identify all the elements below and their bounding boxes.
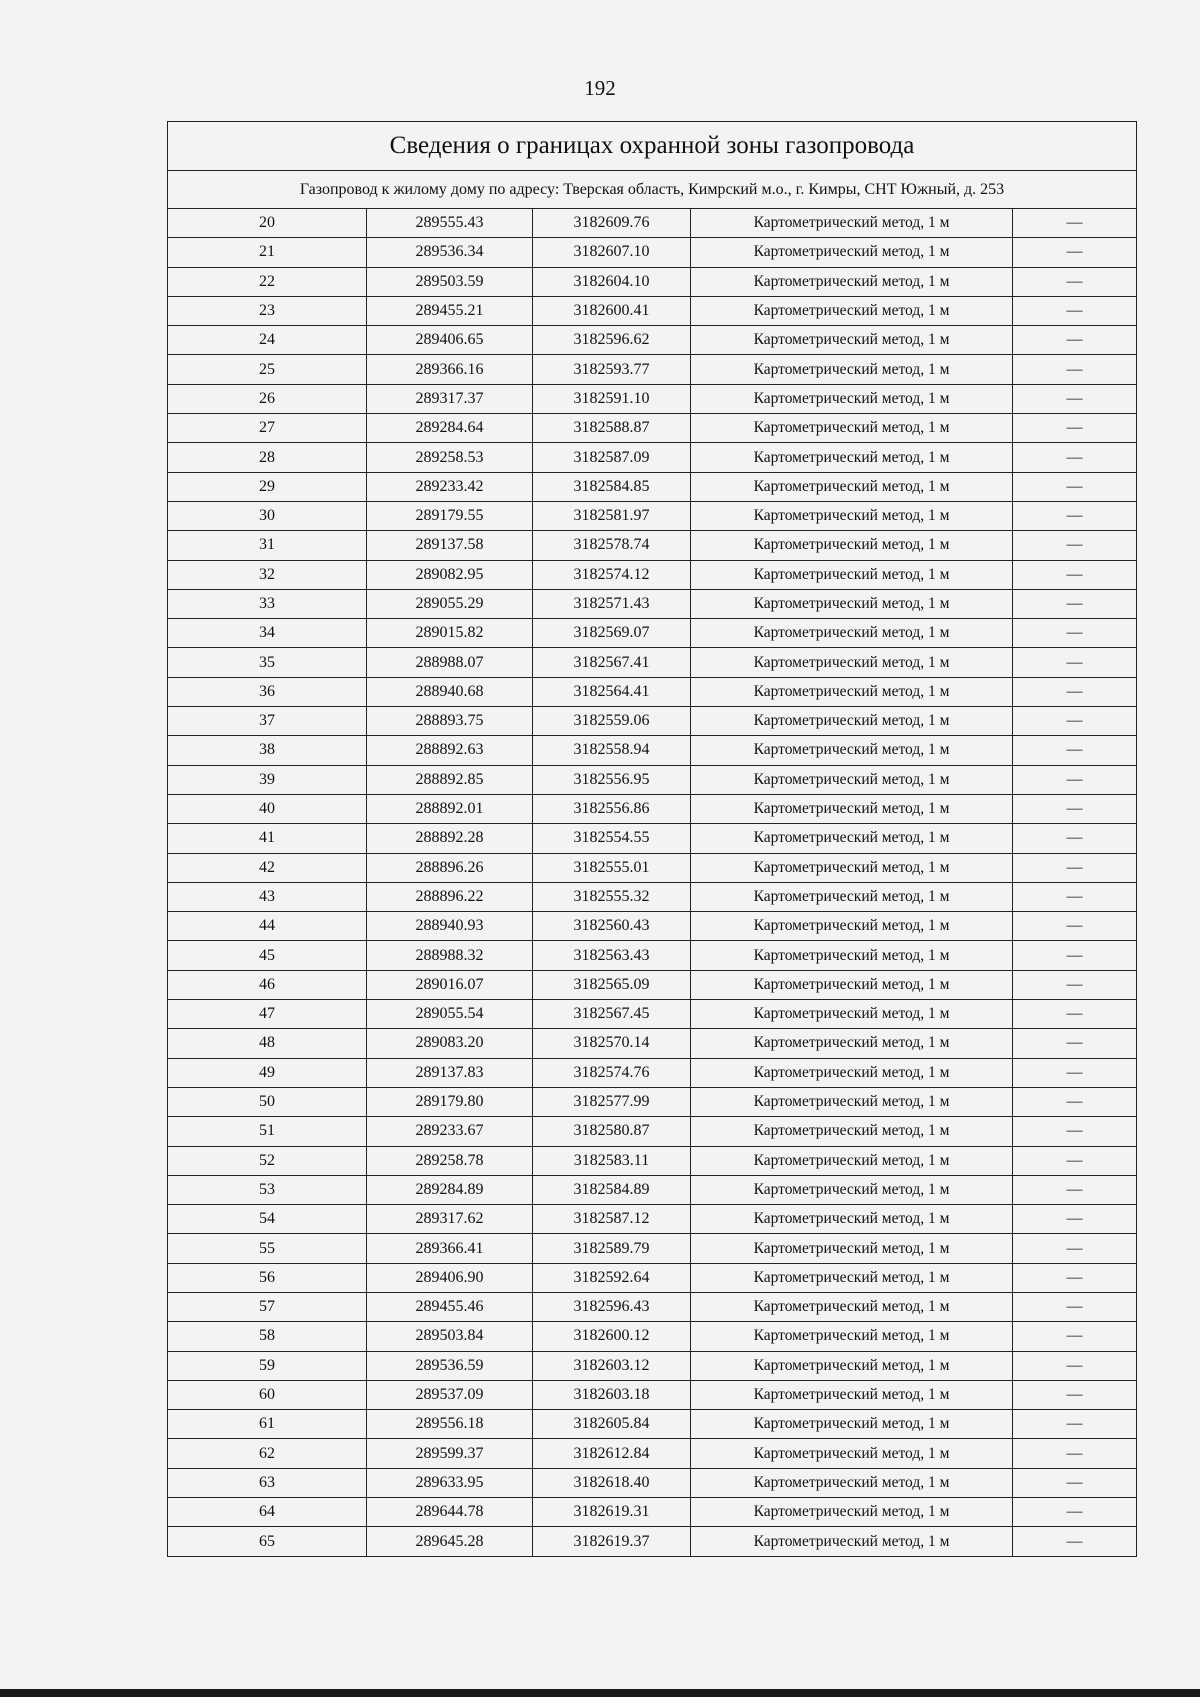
method-cell: Картометрический метод, 1 м — [691, 1439, 1013, 1468]
table-row — [168, 209, 1137, 238]
table-row — [168, 794, 1137, 823]
method-cell: Картометрический метод, 1 м — [691, 1234, 1013, 1263]
coord-y-cell: 3182584.85 — [533, 472, 691, 501]
method-cell: Картометрический метод, 1 м — [691, 1263, 1013, 1292]
point-number-cell: 48 — [168, 1029, 367, 1058]
table-row — [168, 1029, 1137, 1058]
table-row — [168, 1527, 1137, 1556]
coord-y-cell: 3182556.86 — [533, 794, 691, 823]
table-title: Сведения о границах охранной зоны газопровода — [168, 122, 1137, 171]
table-row — [168, 1117, 1137, 1146]
note-cell: — — [1013, 267, 1137, 296]
note-cell: — — [1013, 1058, 1137, 1087]
point-number-cell: 38 — [168, 736, 367, 765]
point-number-cell: 41 — [168, 824, 367, 853]
coord-x-cell: 289179.80 — [367, 1087, 533, 1116]
coord-x-cell: 289645.28 — [367, 1527, 533, 1556]
note-cell: — — [1013, 414, 1137, 443]
note-cell: — — [1013, 648, 1137, 677]
table-row — [168, 238, 1137, 267]
note-cell: — — [1013, 1380, 1137, 1409]
boundary-table — [167, 121, 1137, 1557]
coord-x-cell: 288940.93 — [367, 912, 533, 941]
note-cell: — — [1013, 1351, 1137, 1380]
point-number-cell: 63 — [168, 1468, 367, 1497]
coord-y-cell: 3182577.99 — [533, 1087, 691, 1116]
coord-x-cell: 289317.62 — [367, 1205, 533, 1234]
table-row — [168, 560, 1137, 589]
table-row — [168, 472, 1137, 501]
point-number-cell: 56 — [168, 1263, 367, 1292]
coord-y-cell: 3182581.97 — [533, 501, 691, 530]
method-cell: Картометрический метод, 1 м — [691, 970, 1013, 999]
coord-x-cell: 288892.85 — [367, 765, 533, 794]
table-row — [168, 1322, 1137, 1351]
table-row — [168, 501, 1137, 530]
point-number-cell: 32 — [168, 560, 367, 589]
coord-y-cell: 3182570.14 — [533, 1029, 691, 1058]
coord-y-cell: 3182558.94 — [533, 736, 691, 765]
note-cell: — — [1013, 736, 1137, 765]
method-cell: Картометрический метод, 1 м — [691, 501, 1013, 530]
coord-x-cell: 288896.22 — [367, 882, 533, 911]
note-cell: — — [1013, 1439, 1137, 1468]
coord-y-cell: 3182619.37 — [533, 1527, 691, 1556]
table-row — [168, 531, 1137, 560]
coord-x-cell: 289082.95 — [367, 560, 533, 589]
method-cell: Картометрический метод, 1 м — [691, 1087, 1013, 1116]
coord-y-cell: 3182603.12 — [533, 1351, 691, 1380]
method-cell: Картометрический метод, 1 м — [691, 736, 1013, 765]
point-number-cell: 65 — [168, 1527, 367, 1556]
point-number-cell: 31 — [168, 531, 367, 560]
coord-y-cell: 3182600.12 — [533, 1322, 691, 1351]
note-cell: — — [1013, 1292, 1137, 1321]
point-number-cell: 58 — [168, 1322, 367, 1351]
method-cell: Картометрический метод, 1 м — [691, 589, 1013, 618]
point-number-cell: 28 — [168, 443, 367, 472]
table-row — [168, 1234, 1137, 1263]
coord-y-cell: 3182555.32 — [533, 882, 691, 911]
coord-y-cell: 3182619.31 — [533, 1498, 691, 1527]
coord-x-cell: 289284.64 — [367, 414, 533, 443]
coord-y-cell: 3182560.43 — [533, 912, 691, 941]
note-cell: — — [1013, 824, 1137, 853]
point-number-cell: 64 — [168, 1498, 367, 1527]
coord-y-cell: 3182600.41 — [533, 296, 691, 325]
table-row — [168, 296, 1137, 325]
point-number-cell: 57 — [168, 1292, 367, 1321]
point-number-cell: 44 — [168, 912, 367, 941]
coord-x-cell: 289406.90 — [367, 1263, 533, 1292]
note-cell: — — [1013, 296, 1137, 325]
table-row — [168, 648, 1137, 677]
table-row — [168, 1263, 1137, 1292]
coord-y-cell: 3182612.84 — [533, 1439, 691, 1468]
table-row — [168, 443, 1137, 472]
note-cell: — — [1013, 560, 1137, 589]
note-cell: — — [1013, 1322, 1137, 1351]
note-cell: — — [1013, 326, 1137, 355]
coord-x-cell: 288940.68 — [367, 677, 533, 706]
coord-y-cell: 3182563.43 — [533, 941, 691, 970]
point-number-cell: 52 — [168, 1146, 367, 1175]
table-row — [168, 1468, 1137, 1497]
coord-y-cell: 3182580.87 — [533, 1117, 691, 1146]
coord-x-cell: 289016.07 — [367, 970, 533, 999]
coord-x-cell: 289317.37 — [367, 384, 533, 413]
method-cell: Картометрический метод, 1 м — [691, 1175, 1013, 1204]
method-cell: Картометрический метод, 1 м — [691, 707, 1013, 736]
method-cell: Картометрический метод, 1 м — [691, 1468, 1013, 1497]
coord-x-cell: 288892.63 — [367, 736, 533, 765]
coord-x-cell: 288893.75 — [367, 707, 533, 736]
note-cell: — — [1013, 531, 1137, 560]
table-row — [168, 1380, 1137, 1409]
coord-x-cell: 289284.89 — [367, 1175, 533, 1204]
point-number-cell: 26 — [168, 384, 367, 413]
coord-y-cell: 3182587.09 — [533, 443, 691, 472]
coord-y-cell: 3182556.95 — [533, 765, 691, 794]
note-cell: — — [1013, 1205, 1137, 1234]
method-cell: Картометрический метод, 1 м — [691, 414, 1013, 443]
coord-x-cell: 289455.21 — [367, 296, 533, 325]
page-number: 192 — [584, 76, 616, 100]
coord-x-cell: 289599.37 — [367, 1439, 533, 1468]
coord-y-cell: 3182578.74 — [533, 531, 691, 560]
note-cell: — — [1013, 384, 1137, 413]
method-cell: Картометрический метод, 1 м — [691, 209, 1013, 238]
coord-y-cell: 3182584.89 — [533, 1175, 691, 1204]
point-number-cell: 21 — [168, 238, 367, 267]
coord-x-cell: 289258.53 — [367, 443, 533, 472]
coord-x-cell: 288988.32 — [367, 941, 533, 970]
coord-x-cell: 289233.67 — [367, 1117, 533, 1146]
table-row — [168, 1087, 1137, 1116]
coord-x-cell: 289503.84 — [367, 1322, 533, 1351]
point-number-cell: 23 — [168, 296, 367, 325]
method-cell: Картометрический метод, 1 м — [691, 824, 1013, 853]
coord-y-cell: 3182609.76 — [533, 209, 691, 238]
coord-y-cell: 3182589.79 — [533, 1234, 691, 1263]
table-row — [168, 736, 1137, 765]
subtitle-row — [168, 171, 1137, 209]
method-cell: Картометрический метод, 1 м — [691, 1292, 1013, 1321]
note-cell: — — [1013, 941, 1137, 970]
note-cell: — — [1013, 677, 1137, 706]
coord-x-cell: 289633.95 — [367, 1468, 533, 1497]
coord-y-cell: 3182569.07 — [533, 619, 691, 648]
table-row — [168, 677, 1137, 706]
note-cell: — — [1013, 1117, 1137, 1146]
note-cell: — — [1013, 794, 1137, 823]
coord-x-cell: 289137.58 — [367, 531, 533, 560]
method-cell: Картометрический метод, 1 м — [691, 238, 1013, 267]
method-cell: Картометрический метод, 1 м — [691, 531, 1013, 560]
coord-y-cell: 3182596.62 — [533, 326, 691, 355]
table-row — [168, 1498, 1137, 1527]
coord-y-cell: 3182554.55 — [533, 824, 691, 853]
table-row — [168, 589, 1137, 618]
note-cell: — — [1013, 1263, 1137, 1292]
note-cell: — — [1013, 912, 1137, 941]
point-number-cell: 22 — [168, 267, 367, 296]
note-cell: — — [1013, 853, 1137, 882]
coord-y-cell: 3182588.87 — [533, 414, 691, 443]
note-cell: — — [1013, 1468, 1137, 1497]
method-cell: Картометрический метод, 1 м — [691, 1498, 1013, 1527]
coord-x-cell: 289406.65 — [367, 326, 533, 355]
point-number-cell: 43 — [168, 882, 367, 911]
method-cell: Картометрический метод, 1 м — [691, 1380, 1013, 1409]
table-row — [168, 853, 1137, 882]
coord-x-cell: 289644.78 — [367, 1498, 533, 1527]
table-row — [168, 619, 1137, 648]
coord-y-cell: 3182555.01 — [533, 853, 691, 882]
method-cell: Картометрический метод, 1 м — [691, 1029, 1013, 1058]
coord-x-cell: 289083.20 — [367, 1029, 533, 1058]
table-row — [168, 1292, 1137, 1321]
coord-x-cell: 288896.26 — [367, 853, 533, 882]
coord-y-cell: 3182564.41 — [533, 677, 691, 706]
point-number-cell: 51 — [168, 1117, 367, 1146]
note-cell: — — [1013, 1175, 1137, 1204]
coord-x-cell: 289366.41 — [367, 1234, 533, 1263]
coord-y-cell: 3182574.12 — [533, 560, 691, 589]
point-number-cell: 59 — [168, 1351, 367, 1380]
coord-y-cell: 3182574.76 — [533, 1058, 691, 1087]
table-row — [168, 970, 1137, 999]
point-number-cell: 33 — [168, 589, 367, 618]
table-row — [168, 824, 1137, 853]
table-row — [168, 1146, 1137, 1175]
note-cell: — — [1013, 1527, 1137, 1556]
point-number-cell: 55 — [168, 1234, 367, 1263]
coord-x-cell: 289137.83 — [367, 1058, 533, 1087]
method-cell: Картометрический метод, 1 м — [691, 794, 1013, 823]
table-row — [168, 765, 1137, 794]
coord-x-cell: 289536.59 — [367, 1351, 533, 1380]
table-row — [168, 326, 1137, 355]
note-cell: — — [1013, 1029, 1137, 1058]
coord-x-cell: 288892.28 — [367, 824, 533, 853]
note-cell: — — [1013, 1000, 1137, 1029]
method-cell: Картометрический метод, 1 м — [691, 1000, 1013, 1029]
method-cell: Картометрический метод, 1 м — [691, 326, 1013, 355]
point-number-cell: 39 — [168, 765, 367, 794]
table-row — [168, 1058, 1137, 1087]
point-number-cell: 42 — [168, 853, 367, 882]
method-cell: Картометрический метод, 1 м — [691, 1351, 1013, 1380]
method-cell: Картометрический метод, 1 м — [691, 1410, 1013, 1439]
coord-y-cell: 3182567.45 — [533, 1000, 691, 1029]
coord-x-cell: 289366.16 — [367, 355, 533, 384]
method-cell: Картометрический метод, 1 м — [691, 1527, 1013, 1556]
point-number-cell: 30 — [168, 501, 367, 530]
note-cell: — — [1013, 882, 1137, 911]
table-row — [168, 355, 1137, 384]
method-cell: Картометрический метод, 1 м — [691, 648, 1013, 677]
coord-x-cell: 289455.46 — [367, 1292, 533, 1321]
table-row — [168, 1439, 1137, 1468]
coord-y-cell: 3182565.09 — [533, 970, 691, 999]
note-cell: — — [1013, 501, 1137, 530]
point-number-cell: 60 — [168, 1380, 367, 1409]
table-row — [168, 1000, 1137, 1029]
method-cell: Картометрический метод, 1 м — [691, 1322, 1013, 1351]
table-row — [168, 912, 1137, 941]
point-number-cell: 54 — [168, 1205, 367, 1234]
note-cell: — — [1013, 589, 1137, 618]
coord-x-cell: 289503.59 — [367, 267, 533, 296]
table-subtitle: Газопровод к жилому дому по адресу: Тверская область, Кимрский м.о., г. Кимры, СНТ Южный, д. 253 — [168, 171, 1137, 209]
note-cell: — — [1013, 1410, 1137, 1439]
point-number-cell: 36 — [168, 677, 367, 706]
table-row — [168, 1175, 1137, 1204]
title-row — [168, 122, 1137, 171]
coord-x-cell: 289055.29 — [367, 589, 533, 618]
note-cell: — — [1013, 765, 1137, 794]
method-cell: Картометрический метод, 1 м — [691, 912, 1013, 941]
note-cell: — — [1013, 1146, 1137, 1175]
note-cell: — — [1013, 1234, 1137, 1263]
coord-y-cell: 3182571.43 — [533, 589, 691, 618]
coord-y-cell: 3182583.11 — [533, 1146, 691, 1175]
coord-x-cell: 289055.54 — [367, 1000, 533, 1029]
coord-y-cell: 3182604.10 — [533, 267, 691, 296]
table-row — [168, 941, 1137, 970]
coord-x-cell: 289015.82 — [367, 619, 533, 648]
coord-y-cell: 3182567.41 — [533, 648, 691, 677]
table-body — [168, 122, 1137, 1557]
table-row — [168, 707, 1137, 736]
coord-y-cell: 3182559.06 — [533, 707, 691, 736]
table-row — [168, 414, 1137, 443]
method-cell: Картометрический метод, 1 м — [691, 941, 1013, 970]
method-cell: Картометрический метод, 1 м — [691, 1146, 1013, 1175]
method-cell: Картометрический метод, 1 м — [691, 443, 1013, 472]
method-cell: Картометрический метод, 1 м — [691, 1205, 1013, 1234]
method-cell: Картометрический метод, 1 м — [691, 267, 1013, 296]
coord-x-cell: 288892.01 — [367, 794, 533, 823]
coord-x-cell: 288988.07 — [367, 648, 533, 677]
point-number-cell: 20 — [168, 209, 367, 238]
method-cell: Картометрический метод, 1 м — [691, 882, 1013, 911]
method-cell: Картометрический метод, 1 м — [691, 472, 1013, 501]
point-number-cell: 45 — [168, 941, 367, 970]
table-row — [168, 882, 1137, 911]
note-cell: — — [1013, 1087, 1137, 1116]
coord-y-cell: 3182603.18 — [533, 1380, 691, 1409]
coord-x-cell: 289258.78 — [367, 1146, 533, 1175]
coord-y-cell: 3182592.64 — [533, 1263, 691, 1292]
coord-y-cell: 3182587.12 — [533, 1205, 691, 1234]
table-row — [168, 1410, 1137, 1439]
method-cell: Картометрический метод, 1 м — [691, 560, 1013, 589]
method-cell: Картометрический метод, 1 м — [691, 384, 1013, 413]
note-cell: — — [1013, 209, 1137, 238]
coord-x-cell: 289537.09 — [367, 1380, 533, 1409]
note-cell: — — [1013, 970, 1137, 999]
point-number-cell: 29 — [168, 472, 367, 501]
point-number-cell: 47 — [168, 1000, 367, 1029]
point-number-cell: 61 — [168, 1410, 367, 1439]
coord-x-cell: 289555.43 — [367, 209, 533, 238]
method-cell: Картометрический метод, 1 м — [691, 853, 1013, 882]
point-number-cell: 25 — [168, 355, 367, 384]
method-cell: Картометрический метод, 1 м — [691, 677, 1013, 706]
point-number-cell: 34 — [168, 619, 367, 648]
coord-x-cell: 289179.55 — [367, 501, 533, 530]
note-cell: — — [1013, 707, 1137, 736]
table-row — [168, 267, 1137, 296]
method-cell: Картометрический метод, 1 м — [691, 765, 1013, 794]
method-cell: Картометрический метод, 1 м — [691, 355, 1013, 384]
coord-y-cell: 3182607.10 — [533, 238, 691, 267]
point-number-cell: 53 — [168, 1175, 367, 1204]
point-number-cell: 46 — [168, 970, 367, 999]
coord-y-cell: 3182593.77 — [533, 355, 691, 384]
table-row — [168, 384, 1137, 413]
method-cell: Картометрический метод, 1 м — [691, 1117, 1013, 1146]
point-number-cell: 62 — [168, 1439, 367, 1468]
point-number-cell: 49 — [168, 1058, 367, 1087]
note-cell: — — [1013, 355, 1137, 384]
coord-x-cell: 289556.18 — [367, 1410, 533, 1439]
note-cell: — — [1013, 443, 1137, 472]
point-number-cell: 37 — [168, 707, 367, 736]
point-number-cell: 24 — [168, 326, 367, 355]
coord-x-cell: 289536.34 — [367, 238, 533, 267]
coord-y-cell: 3182596.43 — [533, 1292, 691, 1321]
point-number-cell: 50 — [168, 1087, 367, 1116]
note-cell: — — [1013, 472, 1137, 501]
scan-bottom-edge — [0, 1689, 1200, 1697]
table-row — [168, 1351, 1137, 1380]
table-row — [168, 1205, 1137, 1234]
coord-y-cell: 3182618.40 — [533, 1468, 691, 1497]
point-number-cell: 40 — [168, 794, 367, 823]
method-cell: Картометрический метод, 1 м — [691, 1058, 1013, 1087]
note-cell: — — [1013, 238, 1137, 267]
coord-x-cell: 289233.42 — [367, 472, 533, 501]
method-cell: Картометрический метод, 1 м — [691, 619, 1013, 648]
coord-y-cell: 3182591.10 — [533, 384, 691, 413]
note-cell: — — [1013, 1498, 1137, 1527]
point-number-cell: 27 — [168, 414, 367, 443]
method-cell: Картометрический метод, 1 м — [691, 296, 1013, 325]
note-cell: — — [1013, 619, 1137, 648]
point-number-cell: 35 — [168, 648, 367, 677]
coord-y-cell: 3182605.84 — [533, 1410, 691, 1439]
